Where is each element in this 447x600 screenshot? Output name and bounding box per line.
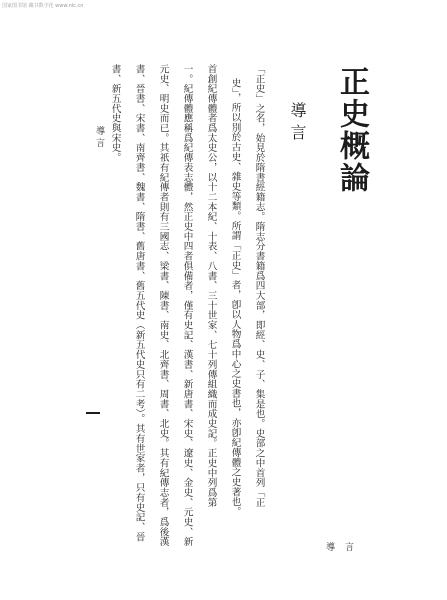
page-title: 正史概論 [334,66,369,194]
running-folio: 導言 [94,126,104,150]
footer-folio: 導言 [326,543,365,553]
body-line: 元史、明史而已。其祇有紀傳者則有三國志、梁書、陳書、南史、北齊書、周書、北史。其有紀傳志者，爲後漢 [157,64,169,547]
section-subtitle: 導言 [288,102,307,146]
body-line: 書、新五代史與宋史。 [109,64,121,163]
body-line: 「正史」之名，始見於隋書經籍志。隋志分書籍爲四大部，即經、史、子、集是也。史部之中首列「正 [253,64,265,508]
body-line: 一。紀傳體應稱爲紀傳表志體，然正史中四者俱備者，僅有史記、漢書、新唐書、宋史、遼史、金史、元史、新 [181,64,193,547]
watermark: 国家图书馆 藏书数字化 www.nlc.cn [2,3,84,9]
body-line: 史」，所以別於古史、雜史等類。所謂「正史」者，卽以人物爲中心之史書也，亦卽紀傳體之史著也。 [229,78,241,517]
body-line: 首創紀傳體者爲太史公，以十二本紀、十表、八書、三十世家、七十列傳組織而成史記。正史中列爲第 [205,64,217,508]
page-number-mark [86,412,100,414]
body-line: 書、晉書、宋書、南齊書、魏書、隋書、舊唐書、舊五代史（新五代史只有二考）。其有世家者，只有史記、晉 [133,64,145,542]
